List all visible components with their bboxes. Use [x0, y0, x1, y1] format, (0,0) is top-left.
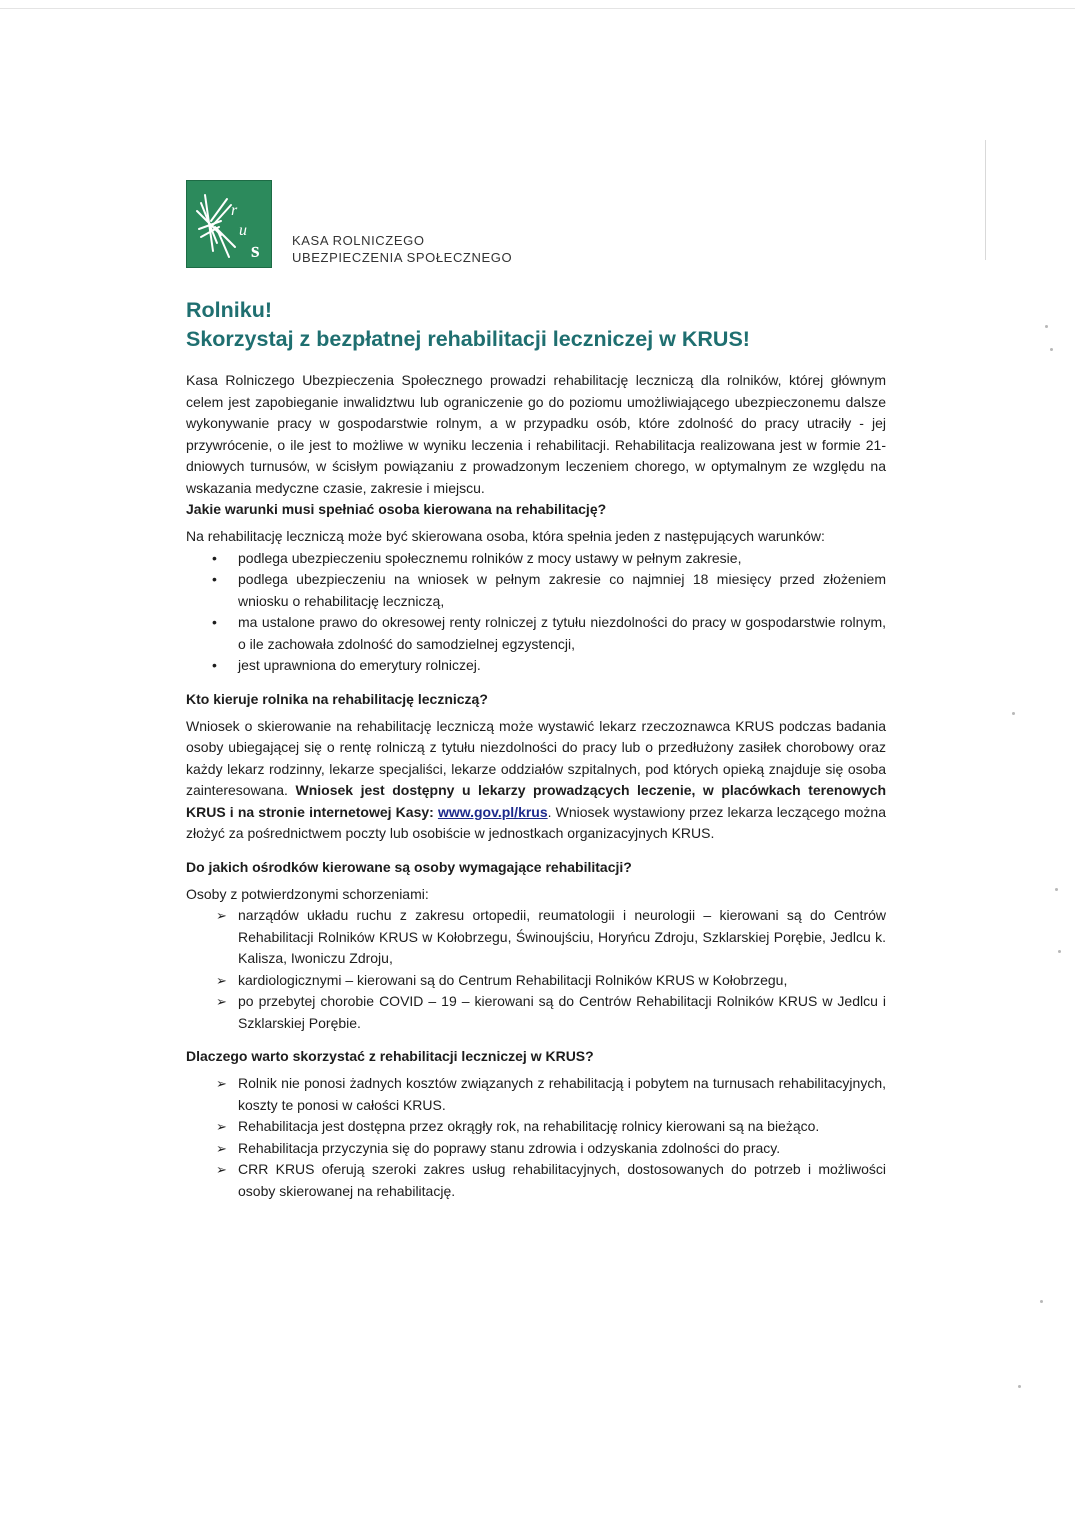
list-item: ➢ Rolnik nie ponosi żadnych kosztów związanych z rehabilitacją i pobytem na turnusach rehabilitacyjnych, koszty te ponosi w całości KRUS. [216, 1075, 886, 1113]
conditions-list [186, 548, 886, 677]
letterhead [186, 180, 886, 270]
section-conditions [186, 499, 886, 677]
bullet-icon: • [212, 571, 217, 587]
krus-logo [186, 180, 272, 268]
list-item: • podlega ubezpieczeniu społecznemu rolników z mocy ustawy w pełnym zakresie, [186, 548, 886, 570]
scan-speck [1040, 1300, 1043, 1303]
section-heading: Dlaczego warto skorzystać z rehabilitacji leczniczej w KRUS? [186, 1048, 594, 1064]
title-line2: Skorzystaj z bezpłatnej rehabilitacji leczniczej w KRUS! [186, 327, 750, 351]
section-lead: Osoby z potwierdzonymi schorzeniami: [186, 885, 429, 902]
section-heading: Kto kieruje rolnika na rehabilitację leczniczą? [186, 690, 488, 707]
benefits-list [186, 1073, 886, 1202]
referral-paragraph: Wniosek o skierowanie na rehabilitację leczniczą może wystawić lekarz rzeczoznawca KRUS podczas badania osoby ubiegającej się o rentę rolniczą z tytułu niezdolności do pracy lub o przedłużony zasiłek chorobowy oraz każdy lekarz rodzinny, lekarze specjaliści, lekarze oddziałów szpitalnych, pod których opieką znajduje się osoba zainteresowana. Wniosek jest dostępny u lekarzy prowadzących leczenie, w placówkach terenowych KRUS i na stronie internetowej Kasy: www.gov.pl/krus. Wniosek wystawiony przez lekarza leczącego można złożyć za pośrednictwem poczty lub osobiście w jednostkach organizacyjnych KRUS. [186, 717, 887, 841]
page-title [186, 296, 886, 354]
scan-speck [1045, 325, 1048, 328]
list-item: ➢ narządów układu ruchu z zakresu ortopedii, reumatologii i neurologii – kierowani są do Centrów Rehabilitacji Rolników KRUS w Kołobrzegu, Świnoujściu, Horyńcu Zdroju, Szklarskiej Porębie, Jedlcu k. Kalisza, Iwoniczu Zdroju, [216, 907, 886, 966]
section-lead: Na rehabilitację leczniczą może być skierowana osoba, która spełnia jeden z następujących warunków: [186, 528, 825, 544]
organization-name [292, 232, 512, 266]
intro-paragraph: Kasa Rolniczego Ubezpieczenia Społecznego prowadzi rehabilitację leczniczą dla rolników, której głównym celem jest zapobieganie inwalidztwu lub ograniczenie go do poziomu umożliwiającego ubezpieczonemu dalsze wykonywanie pracy w gospodarstwie rolnym, a w przypadku osób, które zdolność do pracy utraciły - jej przywrócenie, o ile jest to możliwe w wyniku leczenia i rehabilitacji. Rehabilitacja realizowana jest w formie 21-dniowych turnusów, w ścisłym powiązaniu z prowadzonym leczeniem chorego, w optymalnym ze względu na wskazania medyczne czasie, zakresie i miejscu. [186, 372, 886, 496]
list-item: ➢ CRR KRUS oferują szeroki zakres usług rehabilitacyjnych, dostosowanych do potrzeb i możliwości osoby skierowanej na rehabilitację. [216, 1161, 886, 1199]
krus-logo-icon [187, 181, 271, 267]
organization-name-line2: UBEZPIECZENIA SPOŁECZNEGO [292, 250, 513, 265]
list-item: ➢ kardiologicznymi – kierowani są do Centrum Rehabilitacji Rolników KRUS w Kołobrzegu, [186, 970, 886, 992]
arrow-bullet-icon: ➢ [216, 1119, 227, 1134]
bullet-icon: • [212, 549, 217, 566]
scan-edge [0, 8, 1075, 9]
arrow-bullet-icon: ➢ [216, 1076, 227, 1091]
section-heading: Do jakich ośrodków kierowane są osoby wymagające rehabilitacji? [186, 858, 632, 875]
svg-text:u: u [239, 222, 247, 239]
list-item: ➢ Rehabilitacja jest dostępna przez okrągły rok, na rehabilitację rolnicy kierowani są na bieżąco. [186, 1116, 886, 1138]
svg-text:r: r [231, 202, 238, 219]
scan-speck [1055, 888, 1058, 891]
scan-edge [985, 140, 986, 260]
section-referral [186, 689, 886, 845]
scan-speck [1058, 950, 1061, 953]
svg-text:s: s [251, 237, 260, 262]
organization-name-line1: KASA ROLNICZEGO [292, 233, 425, 248]
krus-website-link[interactable]: www.gov.pl/krus [437, 803, 548, 820]
scan-speck [1018, 1385, 1021, 1388]
list-item: ➢ Rehabilitacja przyczynia się do poprawy stanu zdrowia i odzyskania zdolności do pracy. [186, 1138, 886, 1160]
list-item: • podlega ubezpieczeniu na wniosek w pełnym zakresie co najmniej 18 miesięcy przed złożeniem wniosku o rehabilitację leczniczą, [212, 571, 886, 609]
bullet-icon: • [212, 657, 217, 673]
arrow-bullet-icon: ➢ [216, 1140, 227, 1156]
section-centers [186, 857, 886, 1035]
list-item: • ma ustalone prawo do okresowej renty rolniczej z tytułu niezdolności do pracy w gospodarstwie rolnym, o ile zachowała zdolność do samodzielnej egzystencji, [212, 614, 886, 652]
arrow-bullet-icon: ➢ [216, 1162, 227, 1177]
title-line1: Rolniku! [186, 298, 272, 322]
section-heading: Jakie warunki musi spełniać osoba kierowana na rehabilitację? [186, 501, 607, 517]
scan-speck [1050, 348, 1053, 351]
centers-list [186, 905, 886, 1034]
arrow-bullet-icon: ➢ [216, 972, 227, 988]
scan-speck [1012, 712, 1015, 715]
arrow-bullet-icon: ➢ [216, 908, 227, 923]
list-item: ➢ po przebytej chorobie COVID – 19 – kierowani są do Centrów Rehabilitacji Rolników KRUS w Jedlcu i Szklarskiej Porębie. [216, 993, 886, 1031]
section-benefits [186, 1046, 886, 1202]
document-body [186, 370, 886, 1202]
bullet-icon: • [212, 614, 217, 630]
list-item: • jest uprawniona do emerytury rolniczej. [186, 655, 886, 677]
document-page [186, 180, 886, 1214]
arrow-bullet-icon: ➢ [216, 994, 227, 1009]
